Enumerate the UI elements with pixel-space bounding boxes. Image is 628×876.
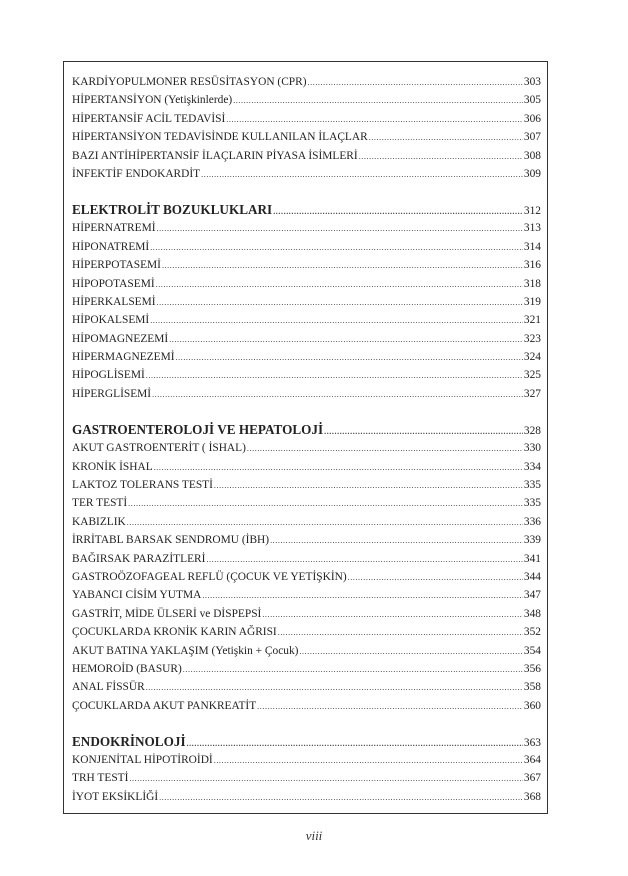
toc-entry[interactable] <box>72 165 541 183</box>
toc-section-heading[interactable] <box>72 733 541 751</box>
toc-entry-page: 368 <box>523 790 541 803</box>
toc-entry-title: YABANCI CİSİM YUTMA <box>72 589 202 602</box>
dot-leader <box>128 495 523 513</box>
toc-entry[interactable] <box>72 330 541 348</box>
dot-leader <box>146 367 523 385</box>
dot-leader <box>150 239 523 257</box>
toc-entry[interactable] <box>72 348 541 366</box>
toc-entry[interactable] <box>72 439 541 457</box>
section-spacer <box>72 183 541 201</box>
toc-entry-title: GASTROÖZOFAGEAL REFLÜ (ÇOCUK VE YETİŞKİN) <box>72 570 347 583</box>
toc-entry[interactable] <box>72 605 541 623</box>
toc-entry[interactable] <box>72 623 541 641</box>
toc-entry-title: HİPOGLİSEMİ <box>72 369 145 382</box>
toc-entry-title: GASTRİT, MİDE ÜLSERİ ve DİSPEPSİ <box>72 607 262 620</box>
toc-entry-title: HİPERTANSİYON TEDAVİSİNDE KULLANILAN İLAÇLAR <box>72 131 368 144</box>
section-spacer <box>72 715 541 733</box>
dot-leader <box>257 698 523 716</box>
toc-entry-title: HİPERMAGNEZEMİ <box>72 351 175 364</box>
toc-entry-title: HİPERGLİSEMİ <box>72 387 152 400</box>
toc-entry[interactable] <box>72 110 541 128</box>
toc-entry-page: 308 <box>523 149 541 162</box>
toc-entry[interactable] <box>72 385 541 403</box>
toc-entry[interactable] <box>72 73 541 91</box>
toc-entry-page: 358 <box>523 681 541 694</box>
toc-entry-page: 336 <box>523 515 541 528</box>
dot-leader <box>176 349 523 367</box>
dot-leader <box>308 74 523 92</box>
toc-entry-page: 309 <box>523 167 541 180</box>
toc-entry-page: 306 <box>523 112 541 125</box>
dot-leader <box>214 752 523 770</box>
toc-entry-page: 347 <box>523 589 541 602</box>
toc-entry[interactable] <box>72 458 541 476</box>
toc-entry-title: ENDOKRİNOLOJİ <box>72 733 186 749</box>
toc-entry-page: 316 <box>523 259 541 272</box>
toc-entry[interactable] <box>72 751 541 769</box>
toc-entry[interactable] <box>72 568 541 586</box>
dot-leader <box>233 92 523 110</box>
dot-leader <box>273 203 523 221</box>
toc-entry-title: HİPERTANSİYON (Yetişkinlerde) <box>72 94 233 107</box>
toc-entry-title: AKUT BATINA YAKLAŞIM (Yetişkin + Çocuk) <box>72 644 299 657</box>
toc-entry[interactable] <box>72 366 541 384</box>
toc-entry-title: AKUT GASTROENTERİT ( İSHAL) <box>72 442 246 455</box>
toc-entry-page: 307 <box>523 131 541 144</box>
toc-entry-page: 305 <box>523 94 541 107</box>
dot-leader <box>247 440 523 458</box>
dot-leader <box>348 569 523 587</box>
dot-leader <box>146 679 523 697</box>
toc-entry-title: HİPOMAGNEZEMİ <box>72 332 169 345</box>
toc-entry-title: GASTROENTEROLOJİ VE HEPATOLOJİ <box>72 421 324 437</box>
dot-leader <box>150 312 523 330</box>
table-of-contents <box>63 61 548 814</box>
toc-entry-page: 312 <box>523 204 541 217</box>
toc-entry[interactable] <box>72 531 541 549</box>
toc-entry[interactable] <box>72 256 541 274</box>
toc-entry-page: 335 <box>523 497 541 510</box>
toc-entry-page: 330 <box>523 442 541 455</box>
toc-entry[interactable] <box>72 769 541 787</box>
dot-leader <box>156 276 523 294</box>
toc-entry-title: HİPOPOTASEMİ <box>72 277 155 290</box>
toc-entry-title: ELEKTROLİT BOZUKLUKLARI <box>72 201 273 217</box>
toc-entry[interactable] <box>72 293 541 311</box>
dot-leader <box>152 386 523 404</box>
toc-entry[interactable] <box>72 697 541 715</box>
toc-entry-title: HİPERTANSİF ACİL TEDAVİSİ <box>72 112 226 125</box>
dot-leader <box>159 789 523 807</box>
toc-entry-page: 339 <box>523 534 541 547</box>
toc-entry-page: 325 <box>523 369 541 382</box>
dot-leader <box>270 532 523 550</box>
toc-entry-page: 318 <box>523 277 541 290</box>
dot-leader <box>157 220 523 238</box>
toc-entry-page: 360 <box>523 699 541 712</box>
toc-entry-title: BAZI ANTİHİPERTANSİF İLAÇLARIN PİYASA İSİMLERİ <box>72 149 358 162</box>
toc-entry-title: KARDİYOPULMONER RESÜSİTASYON (CPR) <box>72 76 307 88</box>
toc-entry-page: 323 <box>523 332 541 345</box>
toc-entry-title: İYOT EKSİKLİĞİ <box>72 790 159 803</box>
section-spacer <box>72 403 541 421</box>
toc-entry-title: HEMOROİD (BASUR) <box>72 662 182 675</box>
toc-entry[interactable] <box>72 238 541 256</box>
dot-leader <box>169 331 523 349</box>
toc-entry-title: KABIZLIK <box>72 515 126 528</box>
dot-leader <box>127 514 523 532</box>
toc-entry-page: 363 <box>523 736 541 749</box>
dot-leader <box>183 661 523 679</box>
dot-leader <box>162 257 523 275</box>
dot-leader <box>187 735 523 753</box>
toc-entry-title: İNFEKTİF ENDOKARDİT <box>72 167 201 180</box>
dot-leader <box>369 129 523 147</box>
toc-entry[interactable] <box>72 128 541 146</box>
toc-entry-page: 303 <box>523 76 541 88</box>
toc-entry[interactable] <box>72 275 541 293</box>
toc-section-heading[interactable] <box>72 201 541 219</box>
toc-entry-page: 321 <box>523 314 541 327</box>
toc-entry[interactable] <box>72 788 541 806</box>
dot-leader <box>202 587 523 605</box>
toc-entry-title: TER TESTİ <box>72 497 128 510</box>
toc-entry-title: ÇOCUKLARDA KRONİK KARIN AĞRISI <box>72 626 277 639</box>
toc-entry-title: İRRİTABL BARSAK SENDROMU (İBH) <box>72 534 270 547</box>
toc-entry-page: 341 <box>523 552 541 565</box>
toc-entry-page: 314 <box>523 240 541 253</box>
toc-entry[interactable] <box>72 660 541 678</box>
toc-entry-page: 367 <box>523 772 541 785</box>
toc-entry-title: HİPONATREMİ <box>72 240 150 253</box>
toc-entry[interactable] <box>72 513 541 531</box>
toc-entry[interactable] <box>72 147 541 165</box>
dot-leader <box>129 770 522 788</box>
toc-entry-page: 356 <box>523 662 541 675</box>
dot-leader <box>324 423 523 441</box>
toc-entry-page: 354 <box>523 644 541 657</box>
toc-entry-title: HİPERPOTASEMİ <box>72 259 161 272</box>
toc-section-heading[interactable] <box>72 421 541 439</box>
toc-entry-title: HİPERKALSEMİ <box>72 295 156 308</box>
toc-entry-page: 364 <box>523 754 541 767</box>
page-number: viii <box>305 828 323 843</box>
dot-leader <box>262 606 523 624</box>
toc-entry-title: TRH TESTİ <box>72 772 129 785</box>
toc-entry[interactable] <box>72 91 541 109</box>
dot-leader <box>157 294 523 312</box>
dot-leader <box>299 643 522 661</box>
dot-leader <box>201 166 523 184</box>
dot-leader <box>206 551 522 569</box>
toc-entry-title: KONJENİTAL HİPOTİROİDİ <box>72 754 213 767</box>
toc-entry-title: KRONİK İSHAL <box>72 460 153 473</box>
toc-entry-page: 313 <box>523 222 541 235</box>
toc-entry[interactable] <box>72 476 541 494</box>
toc-entry-page: 324 <box>523 351 541 364</box>
toc-entry[interactable] <box>72 550 541 568</box>
dot-leader <box>154 459 523 477</box>
toc-entry[interactable] <box>72 642 541 660</box>
toc-entry-page: 334 <box>523 460 541 473</box>
toc-entry[interactable] <box>72 678 541 696</box>
toc-entry-title: ANAL FİSSÜR <box>72 681 145 694</box>
toc-entry-page: 352 <box>523 626 541 639</box>
toc-entry-page: 328 <box>523 424 541 437</box>
toc-entry-title: LAKTOZ TOLERANS TESTİ <box>72 479 213 491</box>
toc-entry[interactable] <box>72 219 541 237</box>
dot-leader <box>359 148 523 166</box>
toc-entry-page: 327 <box>523 387 541 400</box>
dot-leader <box>226 111 523 129</box>
toc-entry-page: 344 <box>523 570 541 583</box>
dot-leader <box>214 477 523 495</box>
dot-leader <box>278 624 523 642</box>
toc-entry-title: ÇOCUKLARDA AKUT PANKREATİT <box>72 699 257 712</box>
toc-entry-page: 335 <box>523 479 541 491</box>
toc-entry-page: 319 <box>523 295 541 308</box>
toc-entry[interactable] <box>72 311 541 329</box>
toc-list <box>72 73 541 806</box>
toc-entry-page: 348 <box>523 607 541 620</box>
toc-entry[interactable] <box>72 494 541 512</box>
toc-entry-title: HİPOKALSEMİ <box>72 314 150 327</box>
toc-entry-title: BAĞIRSAK PARAZİTLERİ <box>72 552 206 565</box>
toc-entry[interactable] <box>72 586 541 604</box>
toc-entry-title: HİPERNATREMİ <box>72 222 156 235</box>
